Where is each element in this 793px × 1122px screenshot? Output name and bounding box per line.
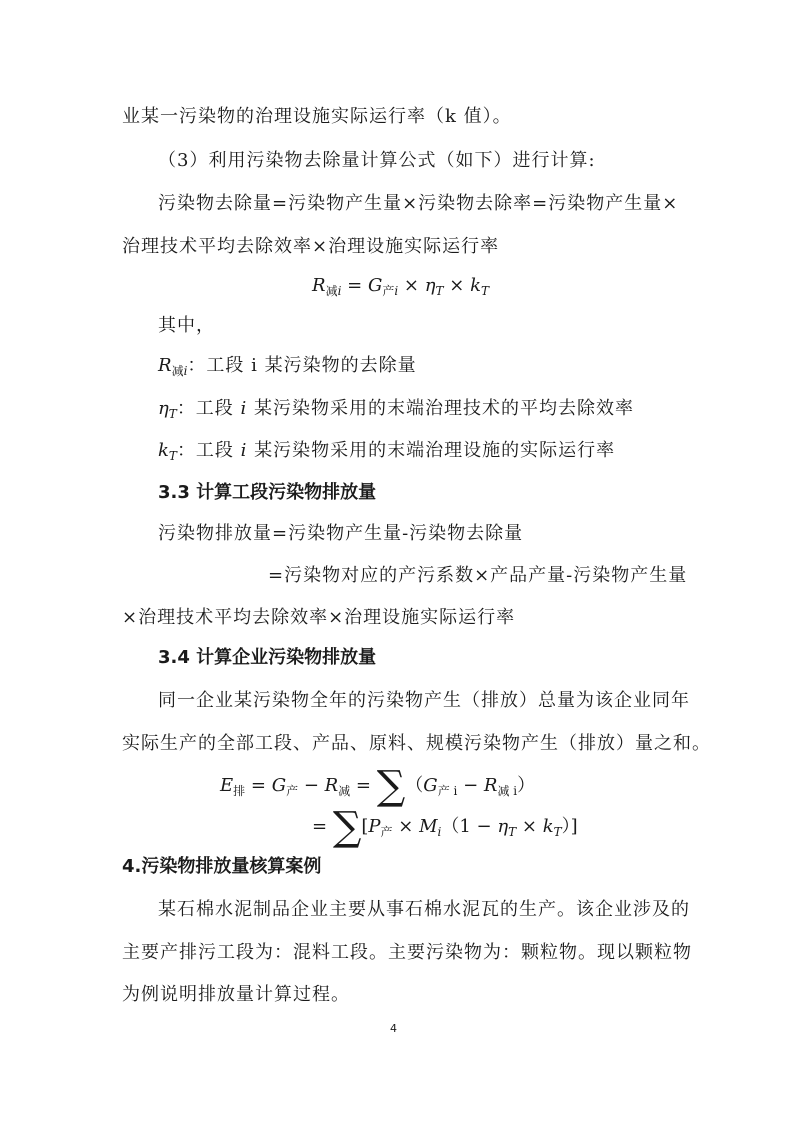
text-line: 业某一污染物的治理设施实际运行率（k 值）。 <box>122 106 512 127</box>
section-heading-3-3: 3.3 计算工段污染物排放量 <box>158 482 377 503</box>
text-line: =污染物对应的产污系数×产品产量-污染物产生量 <box>268 565 688 586</box>
section-heading-3-4: 3.4 计算企业污染物排放量 <box>158 647 377 668</box>
definition-r: $R_{减i}$：工段 i 某污染物的去除量 <box>158 355 417 378</box>
text-line: 主要产排污工段为：混料工段。主要污染物为：颗粒物。现以颗粒物 <box>122 942 692 963</box>
text-line: 实际生产的全部工段、产品、原料、规模污染物产生（排放）量之和。 <box>122 733 711 754</box>
section-heading-4: 4.污染物排放量核算案例 <box>122 856 322 877</box>
text-line: 某石棉水泥制品企业主要从事石棉水泥瓦的生产。该企业涉及的 <box>158 899 690 920</box>
text-line: （3）利用污染物去除量计算公式（如下）进行计算: <box>158 150 596 171</box>
definition-eta: $\eta_T$：工段 i 某污染物采用的末端治理技术的平均去除效率 <box>158 398 635 421</box>
text-line: ×治理技术平均去除效率×治理设施实际运行率 <box>122 607 516 628</box>
formula-emission-total: $E_排 = G_产 - R_减 = \sum(G_{产 i} - R_{减 i})$ <box>220 763 536 809</box>
text-line: 污染物去除量=污染物产生量×污染物去除率=污染物产生量× <box>158 193 679 214</box>
formula-emission-sum: = $\sum[P_产 \times M_i(1 - \eta_T \times k_T)]$ <box>312 804 578 850</box>
formula-removal: $R_{减i} = G_{产i} \times \eta_T \times k_T$ <box>312 275 490 298</box>
text-line: 为例说明排放量计算过程。 <box>122 984 350 1005</box>
text-line: 其中， <box>158 315 215 336</box>
text-line: 治理技术平均去除效率×治理设施实际运行率 <box>122 236 500 257</box>
text-line: 同一企业某污染物全年的污染物产生（排放）总量为该企业同年 <box>158 690 690 711</box>
text-line: 污染物排放量=污染物产生量-污染物去除量 <box>158 523 524 544</box>
definition-k: $k_T$：工段 i 某污染物采用的末端治理设施的实际运行率 <box>158 440 616 463</box>
page-number: 4 <box>390 1022 397 1035</box>
